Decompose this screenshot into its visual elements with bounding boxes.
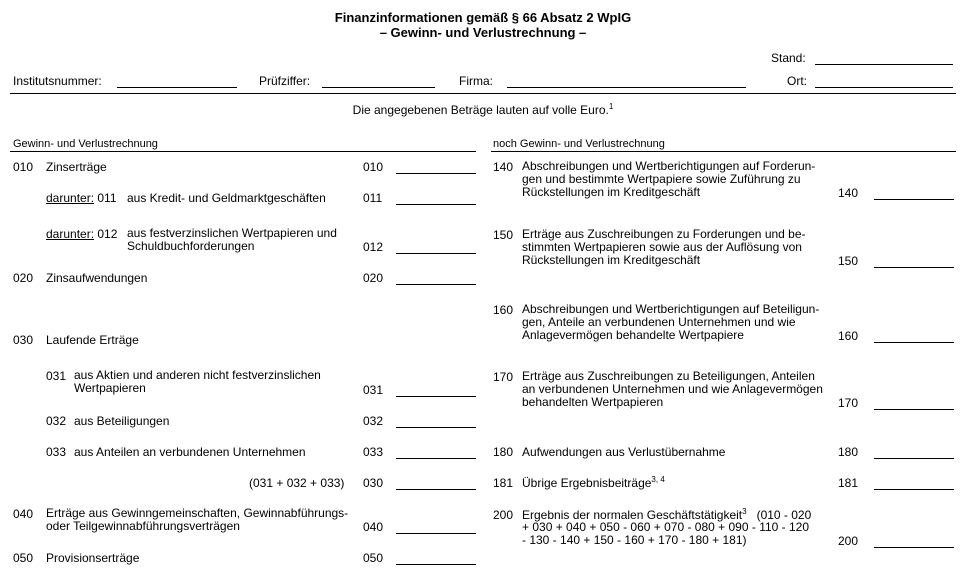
row-031-code: 031 [46, 369, 67, 383]
row-200-code: 200 [493, 508, 514, 522]
row-030-label: Laufende Erträge [46, 333, 139, 347]
pruefziffer-field[interactable] [322, 75, 435, 88]
row-011-ref: 011 [363, 191, 383, 205]
amount-note: Die angegebenen Beträge lauten auf volle Euro.$^1$ [352, 102, 614, 117]
row-040-amount-field[interactable] [396, 521, 476, 534]
row-140-code: 140 [493, 160, 514, 174]
row-011-prefix: darunter: 011 [46, 191, 117, 205]
stand-label: Stand: [771, 51, 806, 65]
row-160-label: Abschreibungen und Wertberichtigungen auf Beteiligun- gen, Anteile an verbundenen Unternehmen und wie Anlagevermögen behandelte Wertpapiere [522, 302, 820, 342]
right-column-heading: noch Gewinn- und Verlustrechnung [493, 138, 665, 150]
row-170-amount-field[interactable] [874, 397, 954, 410]
row-020-code: 020 [13, 271, 34, 285]
ort-field[interactable] [815, 75, 953, 88]
row-011-amount-field[interactable] [396, 192, 476, 205]
row-032-code: 032 [46, 414, 67, 428]
row-170-ref: 170 [838, 396, 859, 410]
row-032-amount-field[interactable] [396, 415, 476, 428]
firma-label: Firma: [459, 74, 493, 88]
row-012-prefix: darunter: 012 [46, 227, 118, 241]
ort-label: Ort: [787, 74, 807, 88]
row-181-label: Übrige Ergebnisbeiträge$^{3, 4}$ [522, 475, 665, 490]
row-170-label: Erträge aus Zuschreibungen zu Beteiligungen, Anteilen an verbundenen Unternehmen und wie Anlagevermögen behandelten Wertpapieren [522, 369, 823, 409]
row-033-code: 033 [46, 445, 67, 459]
row-030-sum-formula: (031 + 032 + 033) [249, 476, 345, 490]
row-031-amount-field[interactable] [396, 384, 476, 397]
row-180-amount-field[interactable] [874, 446, 954, 459]
row-020-ref: 020 [363, 271, 384, 285]
row-200-amount-field[interactable] [874, 535, 954, 548]
row-180-ref: 180 [838, 445, 859, 459]
row-160-amount-field[interactable] [874, 330, 954, 343]
row-140-ref: 140 [838, 186, 859, 200]
row-160-code: 160 [493, 303, 514, 317]
row-012-label: aus festverzinslichen Wertpapieren und Schuldbuchforderungen [127, 226, 337, 253]
row-033-amount-field[interactable] [396, 446, 476, 459]
institutsnummer-field[interactable] [117, 75, 237, 88]
row-150-code: 150 [493, 228, 514, 242]
row-040-code: 040 [13, 507, 34, 521]
row-030-code: 030 [13, 333, 34, 347]
row-050-ref: 050 [363, 551, 384, 565]
institutsnummer-label: Institutsnummer: [13, 74, 102, 88]
row-200-label-first: Ergebnis der normalen Geschäftstätigkeit$^3$ (010 - 020 [522, 507, 812, 522]
row-010-label: Zinserträge [46, 160, 107, 174]
row-181-amount-field[interactable] [874, 477, 954, 490]
row-030-sum-amount-field[interactable] [396, 477, 476, 490]
row-030-sum-ref: 030 [363, 476, 384, 490]
row-050-code: 050 [13, 551, 34, 565]
row-010-ref: 010 [363, 160, 384, 174]
row-160-ref: 160 [838, 329, 859, 343]
row-150-amount-field[interactable] [874, 255, 954, 268]
row-012-ref: 012 [363, 240, 384, 254]
row-170-code: 170 [493, 370, 514, 384]
row-012-amount-field[interactable] [396, 241, 476, 254]
row-050-amount-field[interactable] [396, 552, 476, 565]
left-column-heading: Gewinn- und Verlustrechnung [13, 138, 158, 150]
row-150-ref: 150 [838, 254, 859, 268]
divider [10, 93, 956, 94]
row-010-amount-field[interactable] [396, 161, 476, 174]
row-020-amount-field[interactable] [396, 272, 476, 285]
row-181-code: 181 [493, 476, 514, 490]
row-181-ref: 181 [838, 476, 859, 490]
row-140-label: Abschreibungen und Wertberichtigungen auf Forderun- gen und bestimmte Wertpapiere sowie Zuführung zu Rückstellungen im Kreditgeschäft [522, 159, 816, 199]
stand-field[interactable] [815, 52, 953, 65]
row-200-label-rest: + 030 + 040 + 050 - 060 + 070 - 080 + 090 - 110 - 120 - 130 - 140 + 150 - 160 + 170 - 180 + 181) [522, 520, 810, 547]
row-150-label: Erträge aus Zuschreibungen zu Forderungen und be- stimmten Wertpapieren sowie aus der Auflösung von Rückstellungen im Kreditgeschäft [522, 227, 806, 267]
row-033-label: aus Anteilen an verbundenen Unternehmen [74, 445, 306, 459]
row-032-label: aus Beteiligungen [74, 414, 170, 428]
row-140-amount-field[interactable] [874, 187, 954, 200]
row-020-label: Zinsaufwendungen [46, 271, 148, 285]
page-title: Finanzinformationen gemäß § 66 Absatz 2 WpIG [334, 10, 632, 25]
row-031-label: aus Aktien und anderen nicht festverzinslichen Wertpapieren [74, 368, 321, 395]
row-040-ref: 040 [363, 520, 384, 534]
right-heading-underline [491, 151, 956, 152]
row-180-label: Aufwendungen aus Verlustübernahme [522, 445, 726, 459]
row-040-label: Erträge aus Gewinngemeinschaften, Gewinnabführungs- oder Teilgewinnabführungsverträgen [46, 506, 349, 533]
left-heading-underline [10, 151, 476, 152]
row-200-ref: 200 [838, 534, 859, 548]
row-011-label: aus Kredit- und Geldmarktgeschäften [127, 191, 326, 205]
row-010-code: 010 [13, 160, 34, 174]
row-180-code: 180 [493, 445, 514, 459]
firma-field[interactable] [507, 75, 746, 88]
pruefziffer-label: Prüfziffer: [259, 74, 311, 88]
row-031-ref: 031 [363, 383, 384, 397]
row-033-ref: 033 [363, 445, 384, 459]
row-032-ref: 032 [363, 414, 384, 428]
row-050-label: Provisionserträge [46, 551, 140, 565]
page-subtitle: – Gewinn- und Verlustrechnung – [379, 25, 587, 40]
